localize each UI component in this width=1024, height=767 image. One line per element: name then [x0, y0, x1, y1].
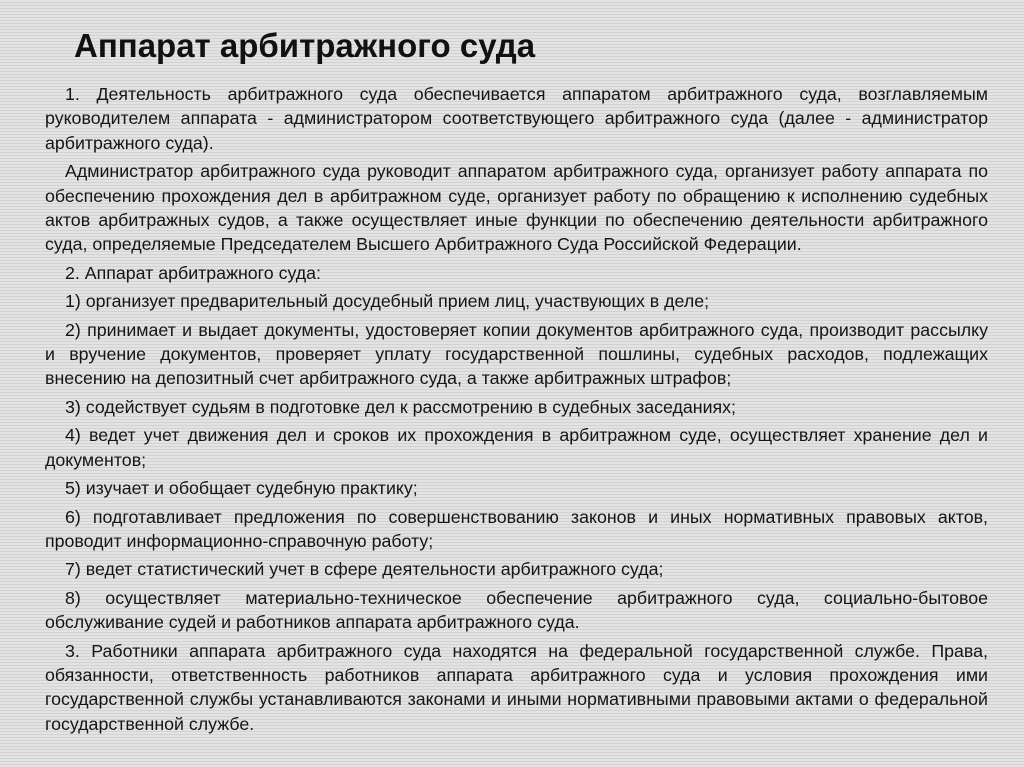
list-item-3: 3) содействует судьям в подготовке дел к рассмотрению в судебных заседаниях;	[65, 396, 736, 417]
list-item-8: 8) осуществляет материально-техническое обеспечение арбитражного суда, социально-бытовое обслуживание судей и работников аппарата арбитражного суда.	[45, 587, 988, 633]
list-item-6: 6) подготавливает предложения по совершенствованию законов и иных нормативных правовых актов, проводит информационно-справочную работу;	[45, 506, 988, 551]
list-item-5: 5) изучает и обобщает судебную практику;	[65, 478, 418, 499]
list-item-4: 4) ведет учет движения дел и сроков их прохождения в арбитражном суде, осуществляет хранение дел и документов;	[45, 425, 988, 470]
paragraph-4: 3. Работники аппарата арбитражного суда находятся на федеральной государственной службе. Права, обязанности, ответственность работников аппарата арбитражного суда и условия прохождения ими государственной службы устанавливаются законами и иными нормативными правовыми актами о федеральной государственной службе.	[45, 640, 988, 734]
list-item-2: 2) принимает и выдает документы, удостоверяет копии документов арбитражного суда, производит рассылку и вручение документов, проверяет уплату государственной пошлины, судебных расходов, подлежащих внесению на депозитный счет арбитражного суда, а также арбитражных штрафов;	[45, 319, 988, 389]
slide-title: Аппарат арбитражного суда	[74, 27, 536, 64]
paragraph-1: 1. Деятельность арбитражного суда обеспечивается аппаратом арбитражного суда, возглавляемым руководителем аппарата - администратором соответствующего арбитражного суда (далее - администратор арбитражного суда).	[45, 84, 988, 153]
list-item-1: 1) организует предварительный досудебный прием лиц, участвующих в деле;	[65, 291, 710, 312]
paragraph-2: Администратор арбитражного суда руководит аппаратом арбитражного суда, организует работу аппарата по обеспечению прохождения дел в арбитражном суде, организует работу по обращению к исполнению судебных актов арбитражных судов, а также осуществляет иные функции по обеспечению деятельности арбитражного суда, определяемые Председателем Высшего Арбитражного Суда Российской Федерации.	[45, 161, 988, 255]
list-item-7: 7) ведет статистический учет в сфере деятельности арбитражного суда;	[65, 559, 664, 580]
paragraph-3: 2. Аппарат арбитражного суда:	[65, 262, 321, 283]
slide-body	[45, 82, 988, 736]
